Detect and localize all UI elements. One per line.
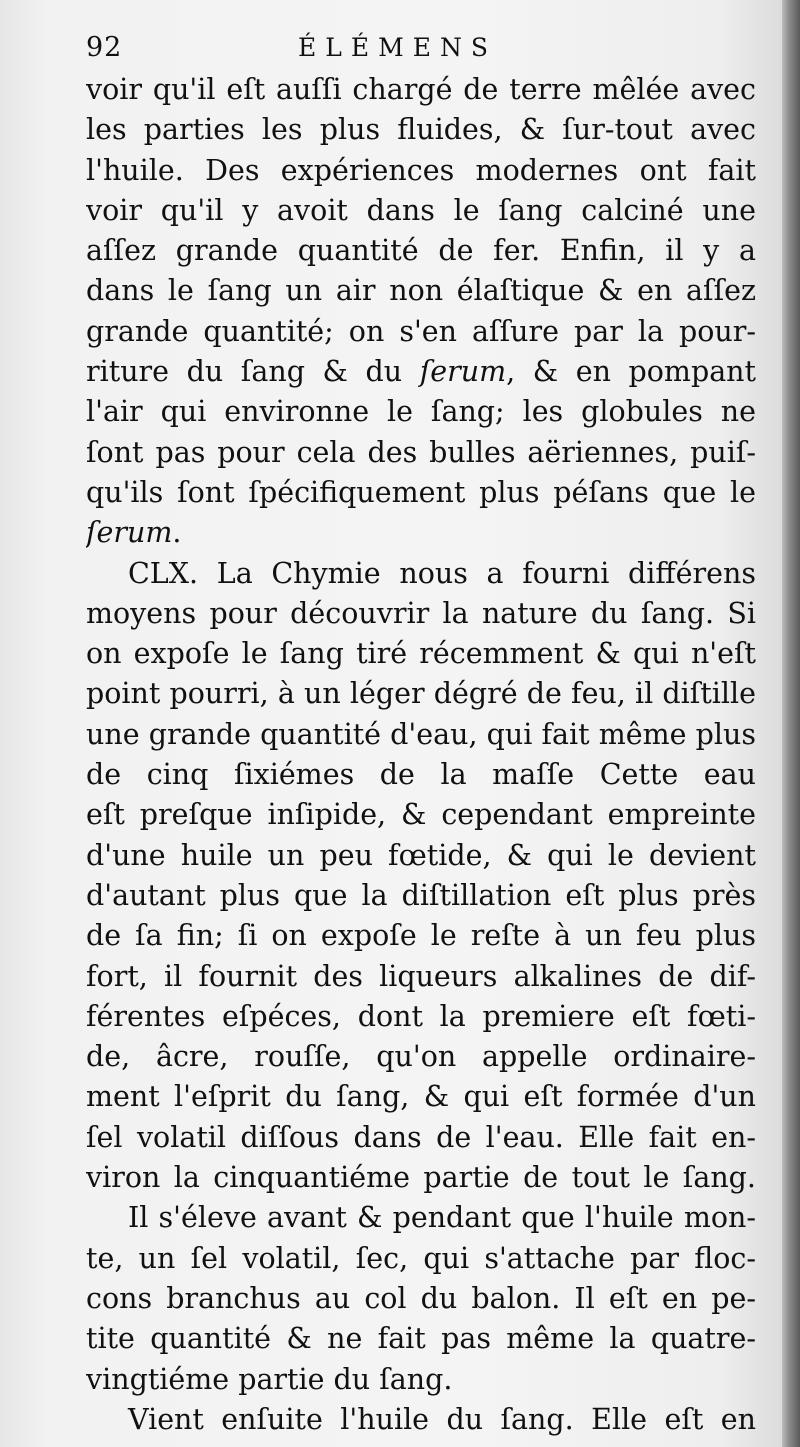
text-line: grande quantité; on s'en aſſure par la pour- bbox=[86, 314, 756, 348]
text-line: viron la cinquantiéme partie de tout le ſang. bbox=[86, 1161, 756, 1195]
text-line: ſel volatil diſſous dans de l'eau. Elle fait en- bbox=[86, 1120, 756, 1154]
text-line: riture du ſang & du ſerum, & en pompant bbox=[86, 355, 756, 389]
text-line: te, un ſel volatil, ſec, qui s'attache par floc- bbox=[86, 1241, 756, 1275]
text-line: ſont pas pour cela des bulles aëriennes, puiſ- bbox=[86, 435, 756, 469]
text-line: l'air qui environne le ſang; les globules ne bbox=[86, 395, 756, 429]
text-line: moyens pour découvrir la nature du ſang. Si bbox=[86, 596, 756, 630]
text-line: cons branchus au col du balon. Il eſt en pe- bbox=[86, 1281, 756, 1315]
text-line: aſſez grande quantité de fer. Enfin, il y a bbox=[86, 234, 756, 268]
text-line: CLX. La Chymie nous a fourni différens bbox=[128, 556, 756, 590]
text-line: d'une huile un peu fœtide, & qui le devient bbox=[86, 838, 756, 872]
text-line: d'autant plus que la diſtillation eſt plus près bbox=[86, 878, 756, 912]
text-line: ſerum. bbox=[86, 516, 182, 550]
text-line: eſt preſque inſipide, & cependant empreinte bbox=[86, 798, 756, 832]
text-line: l'huile. Des expériences modernes ont fait bbox=[86, 153, 756, 187]
text-line: voir qu'il y avoit dans le ſang calciné une bbox=[86, 193, 756, 227]
text-line: ment l'eſprit du ſang, & qui eſt formée d'un bbox=[86, 1080, 756, 1114]
text-line: les parties les plus fluides, & ſur-tout avec bbox=[86, 113, 756, 147]
text-line: de cinq ſixiémes de la maſſe Cette eau bbox=[86, 758, 756, 792]
text-line: férentes eſpéces, dont la premiere eſt fœti- bbox=[86, 999, 756, 1033]
text-line: Il s'éleve avant & pendant que l'huile mon- bbox=[128, 1201, 756, 1235]
running-head bbox=[86, 28, 752, 68]
text-line: qu'ils ſont ſpécifiquement plus péſans que le bbox=[86, 475, 756, 509]
text-line: dans le ſang un air non élaſtique & en aſſez bbox=[86, 274, 756, 308]
text-line: point pourri, à un léger dégré de feu, il diſtille bbox=[86, 677, 756, 711]
running-title: ÉLÉMENS bbox=[298, 33, 497, 62]
text-line: voir qu'il eſt auſſi chargé de terre mêlée avec bbox=[86, 73, 756, 106]
text-line: une grande quantité d'eau, qui fait même plus bbox=[86, 717, 756, 751]
text-line: vingtiéme partie du ſang. bbox=[86, 1362, 453, 1396]
text-line: on expoſe le ſang tiré récemment & qui n'eſt bbox=[86, 637, 756, 671]
text-line: de, âcre, rouſſe, qu'on appelle ordinaire- bbox=[86, 1040, 756, 1074]
page-number: 92 bbox=[86, 32, 123, 63]
body-text bbox=[86, 70, 756, 1440]
text-line: tite quantité & ne fait pas même la quatre- bbox=[86, 1322, 756, 1356]
text-line: fort, il fournit des liqueurs alkalines de dif- bbox=[86, 959, 756, 993]
text-line: Vient enſuite l'huile du ſang. Elle eſt en bbox=[128, 1402, 756, 1436]
book-spine-shadow bbox=[782, 0, 800, 1447]
text-line: de ſa fin; ſi on expoſe le reſte à un feu plus bbox=[86, 919, 756, 953]
